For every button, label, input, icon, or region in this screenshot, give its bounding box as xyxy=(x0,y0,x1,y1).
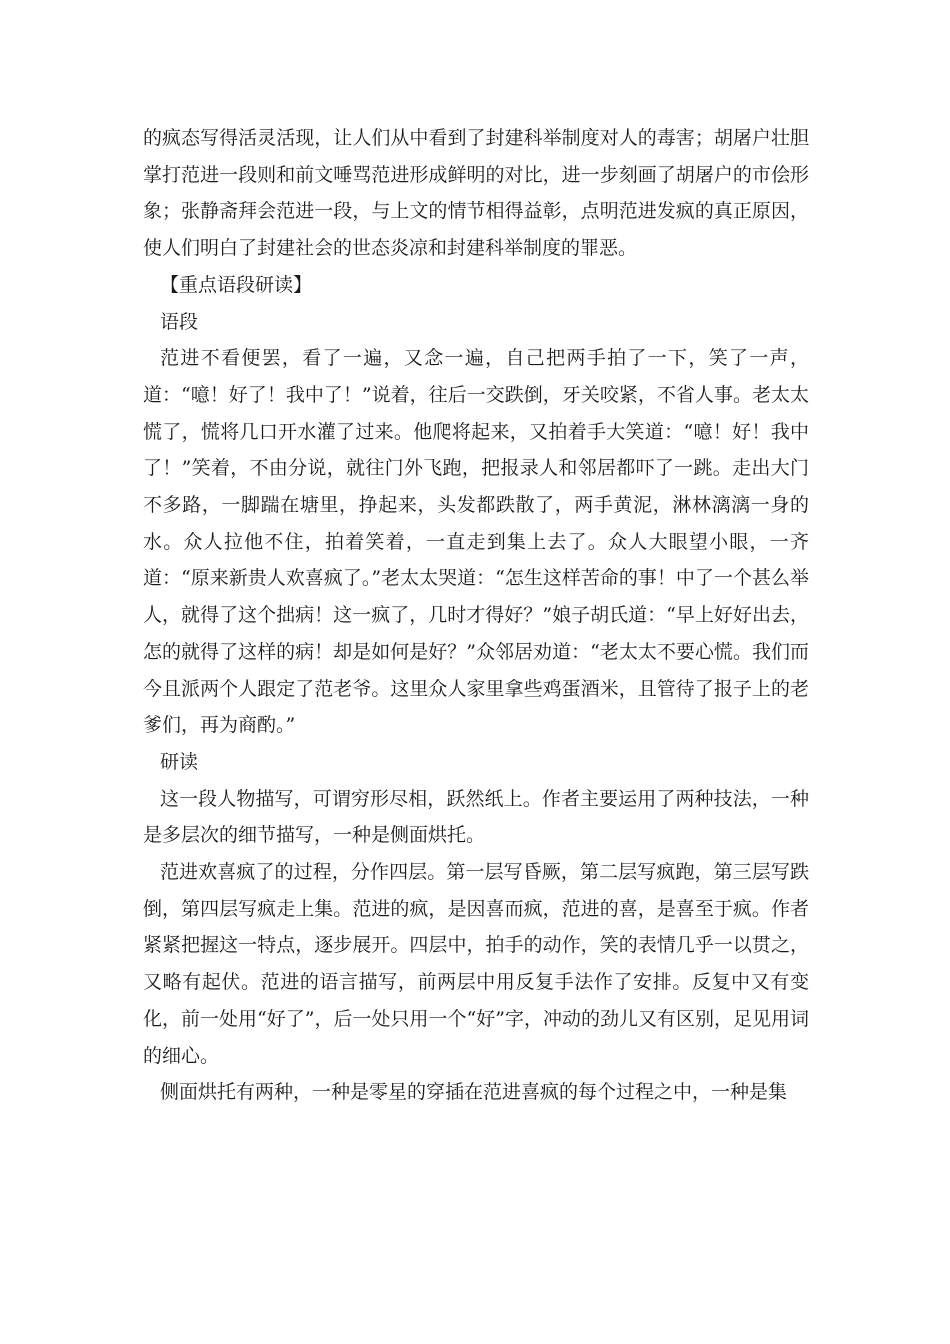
passage-text: 范进不看便罢，看了一遍，又念一遍，自己把两手拍了一下，笑了一声，道：“噫！好了！我中了！”说着，往后一交跌倒，牙关咬紧，不省人事。老太太慌了，慌将几口开水灌了过来。他爬将起来，又拍着手大笑道：“噫！好！我中了！”笑着，不由分说，就往门外飞跑，把报录人和邻居都吓了一跳。走出大门不多路，一脚踹在塘里，挣起来，头发都跌散了，两手黄泥，淋林漓漓一身的水。众人拉他不住，拍着笑着，一直走到集上去了。众人大眼望小眼，一齐道：“原来新贵人欢喜疯了。”老太太哭道：“怎生这样苦命的事！中了一个甚么举人，就得了这个拙病！这一疯了，几时才得好？”娘子胡氏道：“早上好好出去，怎的就得了这样的病！却是如何是好？”众邻居劝道：“老太太不要心慌。我们而今且派两个人跟定了范老爷。这里众人家里拿些鸡蛋酒米，且管待了报子上的老爹们，再为商酌。” xyxy=(143,347,809,737)
document-body xyxy=(143,120,809,1111)
section-heading: 【重点语段研读】 xyxy=(160,273,313,296)
analysis-paragraph: 侧面烘托有两种，一种是零星的穿插在范进喜疯的每个过程之中，一种是集 xyxy=(160,1081,788,1104)
subheading-passage: 语段 xyxy=(160,310,199,333)
paragraph-continuation: 的疯态写得活灵活现，让人们从中看到了封建科举制度对人的毒害；胡屠户壮胆掌打范进一段则和前文唾骂范进形成鲜明的对比，进一步刻画了胡屠户的市侩形象；张静斋拜会范进一段，与上文的情节相得益彰，点明范进发疯的真正原因，使人们明白了封建社会的世态炎凉和封建科举制度的罪恶。 xyxy=(143,127,809,260)
subheading-analysis: 研读 xyxy=(160,750,199,773)
analysis-paragraph: 范进欢喜疯了的过程，分作四层。第一层写昏厥，第二层写疯跑，第三层写跌倒，第四层写疯走上集。范进的疯，是因喜而疯，范进的喜，是喜至于疯。作者紧紧把握这一特点，逐步展开。四层中，拍手的动作，笑的表情几乎一以贯之，又略有起伏。范进的语言描写，前两层中用反复手法作了安排。反复中又有变化，前一处用“好了”，后一处只用一个“好”字，冲动的劲儿又有区别，足见用词的细心。 xyxy=(143,861,809,1067)
analysis-paragraph: 这一段人物描写，可谓穷形尽相，跃然纸上。作者主要运用了两种技法，一种是多层次的细节描写，一种是侧面烘托。 xyxy=(143,787,809,847)
